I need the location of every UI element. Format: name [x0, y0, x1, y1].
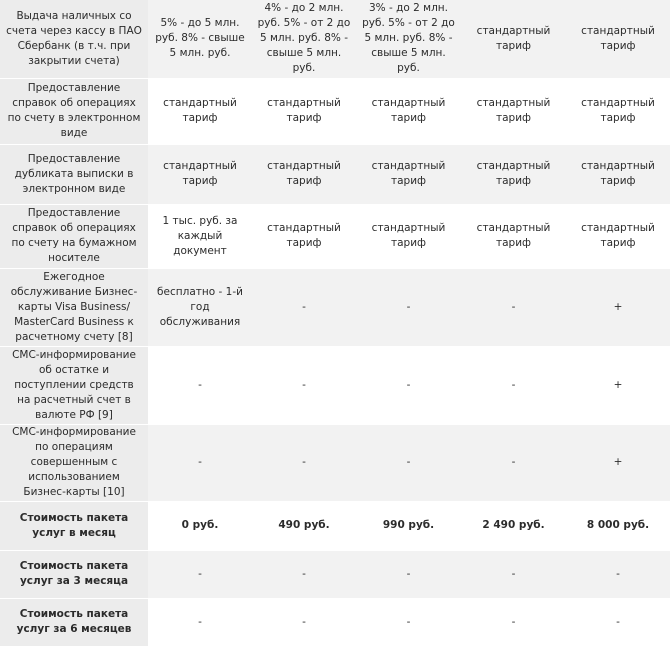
- table-cell: -: [356, 598, 461, 646]
- table-cell: стандартный тариф: [252, 144, 356, 204]
- table-row-price-monthly: [0, 501, 670, 550]
- table-cell: стандартный тариф: [461, 78, 566, 144]
- table-cell: стандартный тариф: [461, 0, 566, 78]
- row-label: Предоставление справок об операциях по счету в электронном виде: [0, 78, 148, 144]
- row-label: Ежегодное обслуживание Бизнес-карты Visa Business/ MasterCard Business к расчетному счету [8]: [0, 268, 148, 346]
- price-cell: 490 руб.: [252, 501, 356, 550]
- table-cell: -: [252, 346, 356, 424]
- table-cell: стандартный тариф: [252, 78, 356, 144]
- table-cell: стандартный тариф: [566, 204, 670, 268]
- table-cell: -: [356, 550, 461, 598]
- table-row-paper-statements: [0, 204, 670, 268]
- table-cell: 5% - до 5 млн. руб. 8% - свыше 5 млн. руб.: [148, 0, 252, 78]
- table-cell: -: [252, 424, 356, 501]
- table-row-statement-duplicate: [0, 144, 670, 204]
- table-cell: -: [356, 346, 461, 424]
- table-cell: +: [566, 268, 670, 346]
- table-row-electronic-statements: [0, 78, 670, 144]
- table-cell: 4% - до 2 млн. руб. 5% - от 2 до 5 млн. руб. 8% - свыше 5 млн. руб.: [252, 0, 356, 78]
- table-cell: -: [252, 550, 356, 598]
- table-cell: стандартный тариф: [461, 144, 566, 204]
- table-cell: бесплатно - 1-й год обслуживания: [148, 268, 252, 346]
- row-label: Стоимость пакета услуг за 3 месяца: [0, 550, 148, 598]
- table-cell: -: [461, 346, 566, 424]
- table-row-cash-withdrawal: [0, 0, 670, 78]
- row-label: Выдача наличных со счета через кассу в ПАО Сбербанк (в т.ч. при закрытии счета): [0, 0, 148, 78]
- row-label: Стоимость пакета услуг в месяц: [0, 501, 148, 550]
- table-cell: -: [252, 598, 356, 646]
- table-cell: 1 тыс. руб. за каждый документ: [148, 204, 252, 268]
- table-cell: стандартный тариф: [356, 144, 461, 204]
- table-cell: -: [461, 550, 566, 598]
- price-cell: 0 руб.: [148, 501, 252, 550]
- table-cell: -: [461, 268, 566, 346]
- row-label: СМС-информирование об остатке и поступлении средств на расчетный счет в валюте РФ [9]: [0, 346, 148, 424]
- table-row-sms-card-operations: [0, 424, 670, 501]
- table-cell: +: [566, 346, 670, 424]
- price-cell: 2 490 руб.: [461, 501, 566, 550]
- table-cell: -: [356, 424, 461, 501]
- table-cell: -: [566, 598, 670, 646]
- table-cell: 3% - до 2 млн. руб. 5% - от 2 до 5 млн. руб. 8% - свыше 5 млн. руб.: [356, 0, 461, 78]
- table-cell: -: [148, 550, 252, 598]
- table-cell: -: [148, 424, 252, 501]
- table-cell: стандартный тариф: [148, 78, 252, 144]
- table-row-price-3-months: [0, 550, 670, 598]
- table-cell: +: [566, 424, 670, 501]
- table-cell: стандартный тариф: [566, 0, 670, 78]
- table-row-price-6-months: [0, 598, 670, 646]
- price-cell: 990 руб.: [356, 501, 461, 550]
- table-row-business-card: [0, 268, 670, 346]
- table-cell: стандартный тариф: [252, 204, 356, 268]
- table-cell: -: [566, 550, 670, 598]
- table-row-sms-balance: [0, 346, 670, 424]
- table-cell: стандартный тариф: [566, 144, 670, 204]
- table-cell: -: [148, 598, 252, 646]
- table-cell: -: [252, 268, 356, 346]
- table-cell: стандартный тариф: [461, 204, 566, 268]
- row-label: Предоставление справок об операциях по счету на бумажном носителе: [0, 204, 148, 268]
- row-label: Стоимость пакета услуг за 6 месяцев: [0, 598, 148, 646]
- table-cell: -: [356, 268, 461, 346]
- table-cell: -: [148, 346, 252, 424]
- table-cell: стандартный тариф: [356, 204, 461, 268]
- price-cell: 8 000 руб.: [566, 501, 670, 550]
- table-cell: стандартный тариф: [148, 144, 252, 204]
- row-label: Предоставление дубликата выписки в электронном виде: [0, 144, 148, 204]
- table-cell: -: [461, 598, 566, 646]
- row-label: СМС-информирование по операциям совершенным с использованием Бизнес-карты [10]: [0, 424, 148, 501]
- table-cell: стандартный тариф: [356, 78, 461, 144]
- table-cell: стандартный тариф: [566, 78, 670, 144]
- table-cell: -: [461, 424, 566, 501]
